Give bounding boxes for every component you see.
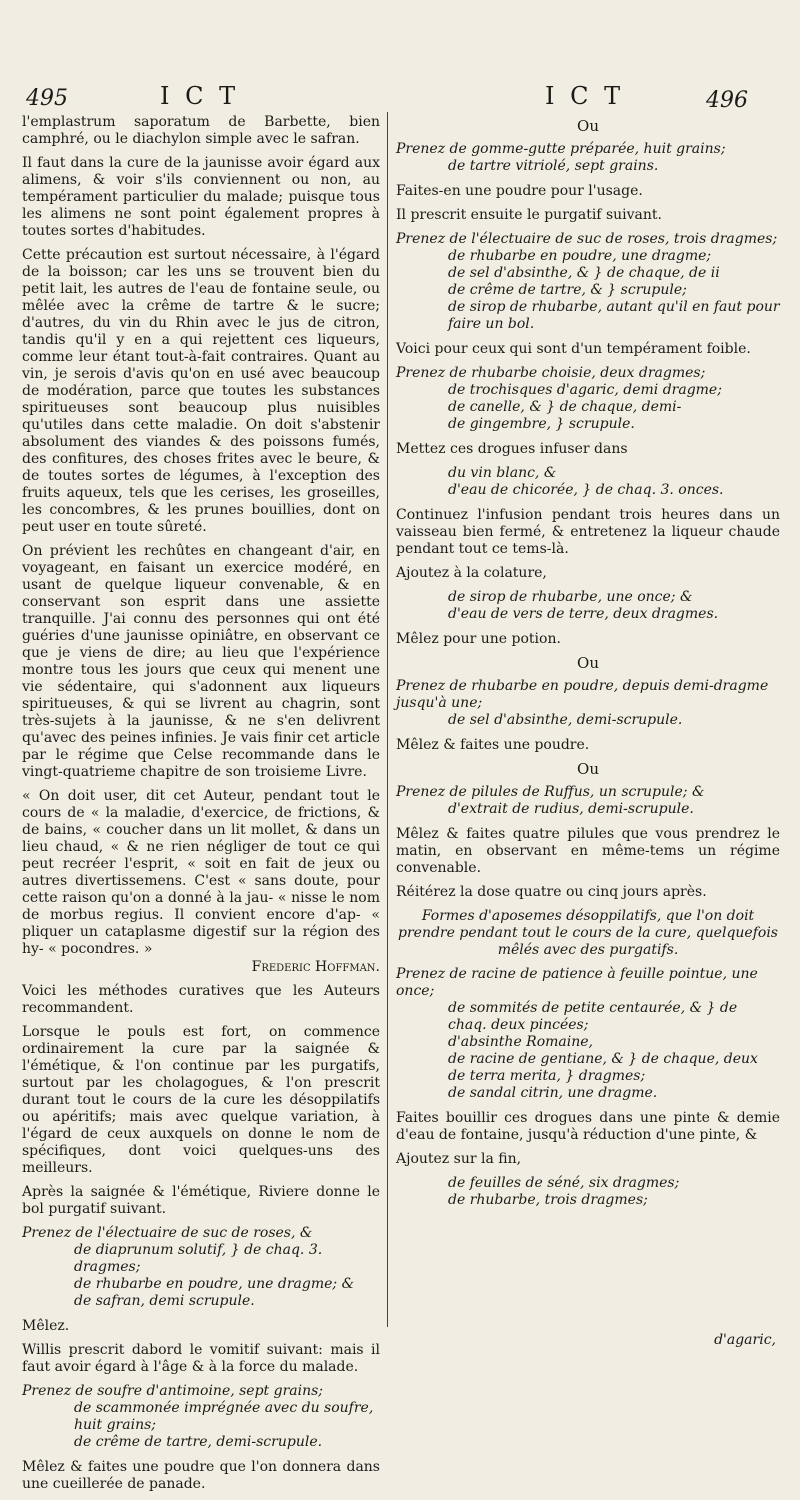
right-running-head: I C T	[545, 82, 625, 110]
ou-heading: Ou	[577, 117, 599, 135]
paragraph: Ajoutez à la colature,	[396, 565, 547, 581]
recipe-line: de trochisques d'agaric, demi dragme;	[448, 382, 722, 398]
paragraph: Willis prescrit dabord le vomitif suivant: mais il faut avoir égard à l'âge & à la force du malade.	[22, 1342, 380, 1375]
recipe	[396, 784, 780, 818]
paragraph: On prévient les rechûtes en changeant d'air, en voyageant, en faisant un exercice modéré, en usant de quelque liqueur convenable, & en conservant son esprit dans une assiette tranquille. J'ai connu des personnes qui ont été guéries d'une jaunisse opiniâtre, en observant ce que je viens de dire; au lieu que l'expérience montre tous les jours que ceux qui menent une vie sédentaire, qui s'adonnent aux liqueurs spiritueuses, & qui se livrent au chagrin, sont très-sujets à la jaunisse, & ne s'en delivrent qu'avec des peines infinies. Je vais finir cet article par le régime que Celse recommande dans le vingt-quatrieme chapitre de son troisieme Livre.	[22, 543, 380, 780]
paragraph: Faites-en une poudre pour l'usage.	[396, 183, 643, 199]
paragraph: Continuez l'infusion pendant trois heures dans un vaisseau bien fermé, & entretenez la liqueur chaude pendant tout ce tems-là.	[396, 507, 780, 557]
paragraph: Ajoutez sur la fin,	[396, 1151, 522, 1167]
recipe-line: de gingembre, } scrupule.	[448, 416, 635, 432]
recipe-line: d'absinthe Romaine,	[448, 1034, 593, 1050]
right-page-number: 496	[706, 88, 748, 113]
recipe-line: d'eau de vers de terre, deux dragmes.	[448, 606, 719, 622]
ou-heading: Ou	[577, 654, 599, 672]
subheading: Formes d'aposemes désoppilatifs, que l'on doit prendre pendant tout le cours de la cure, quelquefois mêlés avec des purgatifs.	[398, 908, 778, 958]
paragraph: Mêlez & faites quatre pilules que vous prendrez le matin, en observant en même-tems un régime convenable.	[396, 826, 780, 876]
recipe-line: de rhubarbe en poudre, une dragme;	[448, 248, 712, 264]
paragraph: Mêlez.	[22, 1318, 70, 1334]
paragraph: Mettez ces drogues infuser dans	[396, 441, 628, 457]
recipe-line: de safran, demi scrupule.	[74, 1293, 255, 1309]
quotation: « On doit user, dit cet Auteur, pendant tout le cours de « la maladie, d'exercice, de frictions, & de bains, « coucher dans un lit mollet, & dans un lieu chaud, « & ne rien négliger de tout ce qui peut recréer l'esprit, « soit en fait de jeux ou autres divertissemens. C'est « sans doute, pour cette raison qu'on a donné à la jau- « nisse le nom de morbus regius. Il convient encore d'ap- « pliquer un cataplasme digestif sur la région des hy- « pocondres. »	[22, 788, 380, 957]
recipe	[396, 1175, 780, 1209]
recipe-line: Prenez de l'électuaire de suc de roses, &	[22, 1225, 313, 1241]
recipe-line: d'eau de chicorée, } de chaq. 3. onces.	[448, 482, 724, 498]
recipe	[396, 141, 780, 175]
paragraph: Voici les méthodes curatives que les Auteurs recommandent.	[22, 983, 380, 1016]
recipe-line: de sandal citrin, une dragme.	[448, 1085, 658, 1101]
recipe-line: Prenez de soufre d'antimoine, sept grains;	[22, 1383, 324, 1399]
recipe-line: de sommités de petite centaurée, & } de chaq. deux pincées;	[448, 1000, 738, 1033]
recipe-line: de crême de tartre, & } scrupule;	[448, 282, 687, 298]
catchword: d'agaric,	[714, 1332, 776, 1348]
recipe-line: de sel d'absinthe, demi-scrupule.	[448, 712, 683, 728]
recipe-line: de rhubarbe en poudre, une dragme; &	[74, 1276, 355, 1292]
left-running-head: I C T	[160, 82, 240, 110]
paragraph: Lorsque le pouls est fort, on commence ordinairement la cure par la saignée & l'émétique, & l'on continue par les purgatifs, surtout par les cholagogues, & l'on prescrit durant tout le cours de la cure les désoppilatifs ou apéritifs; mais avec quelque variation, à l'égard de ceux auxquels on donne le nom de spécifiques, dont voici quelques-uns des meilleurs.	[22, 1024, 380, 1176]
recipe-line: de sirop de rhubarbe, autant qu'il en faut pour faire un bol.	[448, 299, 780, 332]
paragraph: Faites bouillir ces drogues dans une pinte & demie d'eau de fontaine, jusqu'à réduction d'une pinte, &	[396, 1110, 780, 1143]
recipe-line: Prenez de rhubarbe choisie, deux dragmes;	[396, 365, 706, 381]
recipe	[396, 465, 780, 499]
paragraph: Après la saignée & l'émétique, Riviere donne le bol purgatif suivant.	[22, 1184, 380, 1217]
paragraph: Il faut dans la cure de la jaunisse avoir égard aux alimens, & voir s'ils conviennent ou non, au tempérament particulier du malade; puisque tous les alimens ne sont point également propres à toutes sortes d'habitudes.	[22, 155, 380, 239]
signature: Frederic Hoffman.	[251, 959, 380, 975]
recipe	[396, 589, 780, 623]
ou-heading: Ou	[577, 760, 599, 778]
paragraph: Mêlez & faites une poudre.	[396, 737, 590, 753]
paragraph: l'emplastrum saporatum de Barbette, bien camphré, ou le diachylon simple avec le safran.	[22, 114, 380, 147]
left-page-number: 495	[26, 86, 68, 111]
recipe	[22, 1225, 380, 1310]
recipe-line: de rhubarbe, trois dragmes;	[448, 1192, 648, 1208]
left-column	[22, 114, 380, 1500]
recipe-line: d'extrait de rudius, demi-scrupule.	[448, 801, 694, 817]
paragraph: Voici pour ceux qui sont d'un tempérament foible.	[396, 341, 751, 357]
recipe-line: de scammonée imprégnée avec du soufre, huit grains;	[74, 1400, 374, 1433]
recipe-line: de racine de gentiane, & } de chaque, deux	[448, 1051, 758, 1067]
recipe-line: de feuilles de séné, six dragmes;	[448, 1175, 680, 1191]
paragraph: Mêlez & faites une poudre que l'on donnera dans une cueillerée de panade.	[22, 1459, 380, 1492]
right-column	[396, 114, 780, 1217]
recipe	[396, 678, 780, 729]
recipe-line: Prenez de gomme-gutte préparée, huit grains;	[396, 141, 726, 157]
recipe-line: Prenez de pilules de Ruffus, un scrupule; &	[396, 784, 705, 800]
recipe	[396, 365, 780, 433]
paragraph: Il prescrit ensuite le purgatif suivant.	[396, 207, 662, 223]
paragraph: Réitérez la dose quatre ou cinq jours après.	[396, 884, 707, 900]
recipe-line: de diaprunum solutif, } de chaq. 3. dragmes;	[74, 1242, 323, 1275]
recipe-line: de canelle, & } de chaque, demi-	[448, 399, 682, 415]
recipe	[22, 1383, 380, 1451]
column-divider	[387, 112, 388, 1327]
recipe-line: de tartre vitriolé, sept grains.	[448, 158, 659, 174]
recipe	[396, 231, 780, 333]
recipe-line: Prenez de l'électuaire de suc de roses, trois dragmes;	[396, 231, 778, 247]
paragraph: Cette précaution est surtout nécessaire, à l'égard de la boisson; car les uns se trouvent bien du petit lait, les autres de l'eau de fontaine seule, ou mêlée avec la crême de tartre & le sucre; d'autres, du vin du Rhin avec le jus de citron, tandis qu'il y en a qui rejettent ces liqueurs, comme leur étant tout-à-fait contraires. Quant au vin, je serois d'avis qu'on en usé avec beaucoup de modération, parce que toutes les substances spiritueuses sont beaucoup plus nuisibles qu'utiles dans cette maladie. On doit s'abstenir absolument des viandes & des poissons fumés, des confitures, des choses frites avec le beure, & de toutes sortes de légumes, à l'exception des fruits aqueux, tels que les cerises, les groseilles, les concombres, & les prunes bouillies, dont on peut user en toute sûreté.	[22, 247, 380, 535]
recipe-line: de sirop de rhubarbe, une once; &	[448, 589, 693, 605]
recipe-line: Prenez de racine de patience à feuille pointue, une once;	[396, 966, 758, 999]
recipe-line: de terra merita, } dragmes;	[448, 1068, 646, 1084]
paragraph: Mêlez pour une potion.	[396, 631, 561, 647]
recipe-line: du vin blanc, &	[448, 465, 557, 481]
recipe-line: de crême de tartre, demi-scrupule.	[74, 1434, 323, 1450]
recipe-line: Prenez de rhubarbe en poudre, depuis demi-dragme jusqu'à une;	[396, 678, 769, 711]
recipe-line: de sel d'absinthe, & } de chaque, de ii	[448, 265, 720, 281]
page-header	[0, 82, 800, 116]
recipe	[396, 966, 780, 1102]
